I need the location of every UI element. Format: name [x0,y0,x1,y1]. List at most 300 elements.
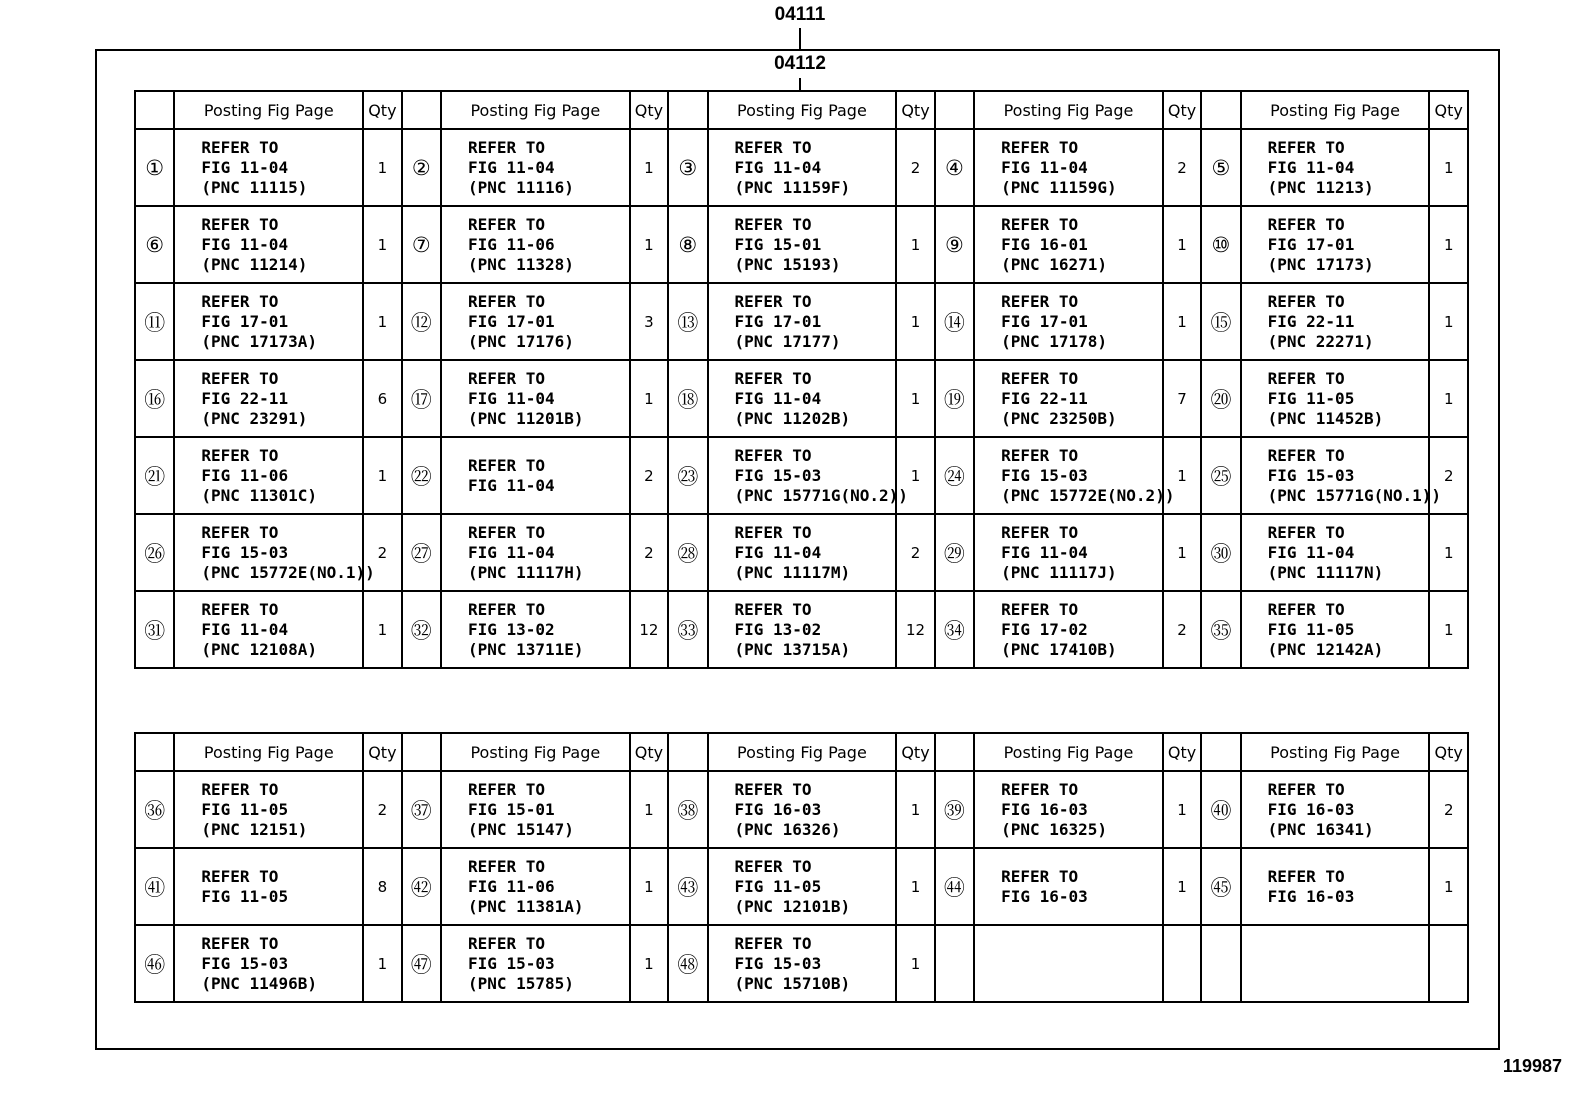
reference-cell [174,848,363,925]
callout-number: ⑭ [935,283,974,360]
pnc-reference: (PNC 11115) [201,177,308,197]
reference-cell [1241,283,1430,360]
refer-to-label: REFER TO [1001,137,1079,157]
parts-reference-table-2 [134,732,1469,1003]
qty-value: 1 [1163,206,1201,283]
parts-reference-table-1 [134,90,1469,669]
pnc-reference: (PNC 11159F) [734,177,851,197]
callout-number: ⑩ [1201,206,1240,283]
table-row [135,848,1468,925]
callout-number: ⑯ [135,360,174,437]
reference-cell [708,591,897,668]
pnc-reference: (PNC 11117J) [1001,562,1117,582]
qty-value: 1 [1429,514,1468,591]
refer-to-label: REFER TO [734,368,812,388]
reference-cell [441,848,630,925]
refer-to-label: REFER TO [734,933,812,953]
table-row [135,771,1468,848]
reference-cell [174,283,363,360]
refer-to-label: REFER TO [734,137,812,157]
refer-to-label: REFER TO [201,779,279,799]
fig-reference: FIG 16-03 [1001,799,1088,819]
reference-cell [708,129,897,206]
qty-value: 1 [1429,283,1468,360]
qty-value: 2 [630,437,668,514]
qty-value: 1 [1163,283,1201,360]
reference-cell [708,848,897,925]
pnc-reference: (PNC 11201B) [467,408,584,428]
refer-to-label: REFER TO [467,214,545,234]
qty-value: 2 [1163,591,1201,668]
qty-value: 1 [896,925,934,1002]
fig-reference: FIG 11-04 [734,388,822,408]
assembly-code: 04111 [774,4,826,25]
sub-assembly-code: 04112 [774,53,826,74]
qty-value: 1 [630,360,668,437]
fig-reference: FIG 11-04 [201,619,289,639]
table-row [135,591,1468,668]
refer-to-label: REFER TO [1001,368,1079,388]
refer-to-label: REFER TO [734,599,812,619]
header-index-cell [402,733,441,771]
callout-number: ④ [935,129,974,206]
refer-to-label: REFER TO [1001,522,1079,542]
fig-reference: FIG 17-01 [201,311,289,331]
callout-number: ㊶ [135,848,174,925]
refer-to-label: REFER TO [467,291,545,311]
qty-value: 1 [896,437,934,514]
callout-number: ㊴ [935,771,974,848]
callout-number: ㉚ [1201,514,1240,591]
reference-cell [441,437,630,514]
header-index-cell [935,91,974,129]
refer-to-label: REFER TO [467,137,545,157]
qty-value: 1 [630,129,668,206]
reference-cell [974,848,1163,925]
refer-to-label: REFER TO [1267,445,1345,465]
refer-to-label: REFER TO [467,522,545,542]
pnc-reference: (PNC 16271) [1001,254,1108,274]
reference-cell [974,283,1163,360]
qty-value: 1 [1163,437,1201,514]
fig-reference: FIG 11-04 [467,157,555,177]
header-qty: Qty [896,733,934,771]
reference-cell [708,437,908,514]
fig-reference: FIG 11-04 [1001,157,1088,177]
callout-number: ⑱ [668,360,707,437]
callout-number: ② [402,129,441,206]
fig-reference: FIG 17-01 [467,311,555,331]
callout-number: ㉛ [135,591,174,668]
table-row [135,206,1468,283]
pnc-reference: (PNC 15772E(NO.2)) [1001,485,1175,505]
qty-value: 1 [630,771,668,848]
callout-number: ⑦ [402,206,441,283]
table-row [135,129,1468,206]
header-qty: Qty [363,733,401,771]
reference-cell [974,360,1163,437]
qty-value: 1 [896,848,934,925]
qty-value: 2 [896,129,934,206]
callout-number: ㉖ [135,514,174,591]
callout-number: ① [135,129,174,206]
qty-value: 1 [363,283,401,360]
fig-reference: FIG 11-05 [1267,619,1355,639]
callout-number: ㉔ [935,437,974,514]
fig-reference: FIG 15-01 [467,799,555,819]
header-posting-fig-page: Posting Fig Page [174,733,363,771]
callout-number: ⑫ [402,283,441,360]
fig-reference: FIG 17-01 [734,311,822,331]
leader-line [799,28,801,50]
header-posting-fig-page: Posting Fig Page [1241,91,1430,129]
refer-to-label: REFER TO [1267,214,1345,234]
qty-value [1163,925,1201,1002]
reference-cell [708,514,897,591]
refer-to-label: REFER TO [467,368,545,388]
header-posting-fig-page: Posting Fig Page [441,733,630,771]
callout-number: ㉑ [135,437,174,514]
pnc-reference: (PNC 11452B) [1267,408,1384,428]
fig-reference: FIG 11-04 [201,234,289,254]
header-index-cell [1201,733,1240,771]
qty-value: 6 [363,360,401,437]
reference-cell [174,129,363,206]
fig-reference: FIG 15-03 [734,465,822,485]
pnc-reference: (PNC 13711E) [467,639,584,659]
reference-cell [174,591,363,668]
fig-reference: FIG 16-03 [1001,886,1088,906]
reference-cell [174,925,363,1002]
refer-to-label: REFER TO [201,368,279,388]
qty-value: 1 [1429,360,1468,437]
reference-cell [441,206,630,283]
callout-number: ㊷ [402,848,441,925]
qty-value: 2 [363,514,401,591]
qty-value: 1 [630,925,668,1002]
qty-value: 1 [630,206,668,283]
qty-value: 8 [363,848,401,925]
fig-reference: FIG 15-03 [734,953,822,973]
header-qty: Qty [363,91,401,129]
fig-reference: FIG 13-02 [734,619,822,639]
qty-value: 1 [896,206,934,283]
callout-number: ㉝ [668,591,707,668]
fig-reference: FIG 17-02 [1001,619,1088,639]
callout-number [935,925,974,1002]
qty-value: 1 [1429,206,1468,283]
reference-cell [174,206,363,283]
reference-cell [1241,848,1430,925]
fig-reference: FIG 11-04 [734,542,822,562]
refer-to-label: REFER TO [1001,866,1079,886]
pnc-reference: (PNC 17173) [1267,254,1374,274]
header-index-cell [135,91,174,129]
pnc-reference: (PNC 15785) [467,973,574,993]
refer-to-label: REFER TO [1001,599,1079,619]
qty-value: 1 [1429,591,1468,668]
fig-reference: FIG 13-02 [467,619,555,639]
pnc-reference: (PNC 11117M) [734,562,851,582]
qty-value: 2 [1163,129,1201,206]
fig-reference: FIG 11-06 [467,234,555,254]
header-posting-fig-page: Posting Fig Page [174,91,363,129]
refer-to-label: REFER TO [1001,214,1079,234]
fig-reference: FIG 16-03 [1267,799,1355,819]
qty-value: 1 [1429,848,1468,925]
fig-reference: FIG 11-05 [1267,388,1355,408]
header-posting-fig-page: Posting Fig Page [1241,733,1430,771]
reference-cell [974,925,1163,1002]
pnc-reference: (PNC 11214) [201,254,308,274]
qty-value: 1 [896,283,934,360]
header-index-cell [1201,91,1240,129]
refer-to-label: REFER TO [1001,445,1079,465]
pnc-reference: (PNC 17177) [734,331,841,351]
fig-reference: FIG 22-11 [201,388,289,408]
pnc-reference: (PNC 16326) [734,819,841,839]
refer-to-label: REFER TO [1001,779,1079,799]
pnc-reference: (PNC 15193) [734,254,841,274]
reference-cell [1241,360,1430,437]
refer-to-label: REFER TO [201,866,279,886]
callout-number: ⑥ [135,206,174,283]
callout-number: ⑪ [135,283,174,360]
callout-number [1201,925,1240,1002]
fig-reference: FIG 15-03 [201,542,289,562]
callout-number: ㉙ [935,514,974,591]
reference-cell [1241,771,1430,848]
refer-to-label: REFER TO [1267,599,1345,619]
fig-reference: FIG 22-11 [1001,388,1088,408]
fig-reference: FIG 15-01 [734,234,822,254]
reference-cell [974,437,1175,514]
reference-cell [1241,514,1430,591]
callout-number: ㊽ [668,925,707,1002]
fig-reference: FIG 15-03 [1267,465,1355,485]
qty-value: 2 [363,771,401,848]
fig-reference: FIG 15-03 [467,953,555,973]
fig-reference: FIG 11-04 [734,157,822,177]
callout-number: ㉜ [402,591,441,668]
callout-number: ㉓ [668,437,707,514]
reference-cell [974,591,1163,668]
qty-value: 1 [1163,514,1201,591]
header-index-cell [668,733,707,771]
callout-number: ⑰ [402,360,441,437]
refer-to-label: REFER TO [734,779,812,799]
qty-value: 7 [1163,360,1201,437]
fig-reference: FIG 11-04 [201,157,289,177]
reference-cell [441,771,630,848]
refer-to-label: REFER TO [734,291,812,311]
header-qty: Qty [1429,91,1468,129]
fig-reference: FIG 11-06 [467,876,555,896]
qty-value: 2 [630,514,668,591]
pnc-reference: (PNC 15771G(NO.2)) [734,485,908,505]
qty-value: 12 [896,591,934,668]
reference-cell [441,514,630,591]
reference-cell [708,283,897,360]
qty-value: 2 [896,514,934,591]
header-index-cell [135,733,174,771]
refer-to-label: REFER TO [467,933,545,953]
qty-value: 1 [363,206,401,283]
qty-value: 1 [1429,129,1468,206]
qty-value: 1 [896,360,934,437]
callout-number: ⑮ [1201,283,1240,360]
callout-number: ㉒ [402,437,441,514]
qty-value: 12 [630,591,668,668]
fig-reference: FIG 17-01 [1267,234,1355,254]
qty-value: 1 [363,591,401,668]
fig-reference: FIG 11-05 [201,886,289,906]
callout-number: ⑨ [935,206,974,283]
callout-number: ㊲ [402,771,441,848]
callout-number: ㉘ [668,514,707,591]
pnc-reference: (PNC 16341) [1267,819,1374,839]
qty-value: 1 [1163,771,1201,848]
pnc-reference: (PNC 12101B) [734,896,851,916]
qty-value: 2 [1429,771,1468,848]
reference-cell [1241,437,1442,514]
reference-cell [441,360,630,437]
refer-to-label: REFER TO [467,779,545,799]
fig-reference: FIG 15-03 [201,953,289,973]
pnc-reference: (PNC 12108A) [201,639,317,659]
header-qty: Qty [1163,733,1201,771]
refer-to-label: REFER TO [467,599,545,619]
callout-number: ㉗ [402,514,441,591]
pnc-reference: (PNC 12142A) [1267,639,1384,659]
fig-reference: FIG 11-06 [201,465,289,485]
header-qty: Qty [1429,733,1468,771]
pnc-reference: (PNC 13715A) [734,639,851,659]
header-posting-fig-page: Posting Fig Page [441,91,630,129]
header-qty: Qty [896,91,934,129]
pnc-reference: (PNC 17178) [1001,331,1108,351]
refer-to-label: REFER TO [201,445,279,465]
pnc-reference: (PNC 23250B) [1001,408,1117,428]
header-posting-fig-page: Posting Fig Page [708,91,897,129]
pnc-reference: (PNC 15771G(NO.1)) [1267,485,1442,505]
pnc-reference: (PNC 17410B) [1001,639,1117,659]
refer-to-label: REFER TO [201,214,279,234]
fig-reference: FIG 11-04 [1001,542,1088,562]
pnc-reference: (PNC 22271) [1267,331,1374,351]
fig-reference: FIG 16-03 [1267,886,1355,906]
callout-number: ㊳ [668,771,707,848]
pnc-reference: (PNC 16325) [1001,819,1108,839]
callout-number: ㊺ [1201,848,1240,925]
refer-to-label: REFER TO [734,522,812,542]
reference-cell [441,129,630,206]
pnc-reference: (PNC 11213) [1267,177,1374,197]
fig-reference: FIG 11-04 [467,475,555,495]
refer-to-label: REFER TO [1267,137,1345,157]
callout-number: ③ [668,129,707,206]
refer-to-label: REFER TO [467,856,545,876]
reference-cell [174,437,363,514]
callout-number: ㊵ [1201,771,1240,848]
pnc-reference: (PNC 17176) [467,331,574,351]
refer-to-label: REFER TO [734,445,812,465]
qty-value: 2 [1429,437,1468,514]
reference-cell [1241,129,1430,206]
table-row [135,283,1468,360]
refer-to-label: REFER TO [734,856,812,876]
fig-reference: FIG 16-01 [1001,234,1088,254]
table-row [135,360,1468,437]
reference-cell [1241,925,1430,1002]
callout-number: ⑤ [1201,129,1240,206]
reference-cell [174,771,363,848]
qty-value [1429,925,1468,1002]
qty-value: 3 [630,283,668,360]
pnc-reference: (PNC 23291) [201,408,308,428]
callout-number: ⑧ [668,206,707,283]
header-qty: Qty [630,733,668,771]
refer-to-label: REFER TO [1267,779,1345,799]
callout-number: ㉞ [935,591,974,668]
refer-to-label: REFER TO [734,214,812,234]
refer-to-label: REFER TO [201,291,279,311]
reference-cell [708,925,897,1002]
pnc-reference: (PNC 11117N) [1267,562,1384,582]
header-qty: Qty [630,91,668,129]
reference-cell [441,925,630,1002]
callout-number: ⑬ [668,283,707,360]
pnc-reference: (PNC 11496B) [201,973,317,993]
callout-number: ㊻ [135,925,174,1002]
qty-value: 1 [1163,848,1201,925]
header-posting-fig-page: Posting Fig Page [974,91,1163,129]
header-posting-fig-page: Posting Fig Page [708,733,897,771]
illustration-number: 119987 [1502,1056,1562,1076]
fig-reference: FIG 11-04 [467,388,555,408]
qty-value: 1 [363,925,401,1002]
reference-cell [441,283,630,360]
table-row [135,437,1468,514]
reference-cell [441,591,630,668]
reference-cell [974,129,1163,206]
refer-to-label: REFER TO [201,599,279,619]
refer-to-label: REFER TO [467,455,545,475]
reference-cell [974,514,1163,591]
pnc-reference: (PNC 11328) [467,254,574,274]
header-index-cell [402,91,441,129]
pnc-reference: (PNC 11202B) [734,408,851,428]
refer-to-label: REFER TO [201,522,279,542]
fig-reference: FIG 11-04 [467,542,555,562]
callout-number: ㊹ [935,848,974,925]
reference-cell [708,206,897,283]
pnc-reference: (PNC 15147) [467,819,574,839]
refer-to-label: REFER TO [1267,291,1345,311]
refer-to-label: REFER TO [1267,522,1345,542]
qty-value: 1 [630,848,668,925]
callout-number: ㉟ [1201,591,1240,668]
reference-cell [708,360,897,437]
header-posting-fig-page: Posting Fig Page [974,733,1163,771]
qty-value: 1 [363,437,401,514]
header-index-cell [668,91,707,129]
pnc-reference: (PNC 11301C) [201,485,317,505]
fig-reference: FIG 15-03 [1001,465,1088,485]
refer-to-label: REFER TO [201,933,279,953]
refer-to-label: REFER TO [201,137,279,157]
reference-cell [174,514,375,591]
